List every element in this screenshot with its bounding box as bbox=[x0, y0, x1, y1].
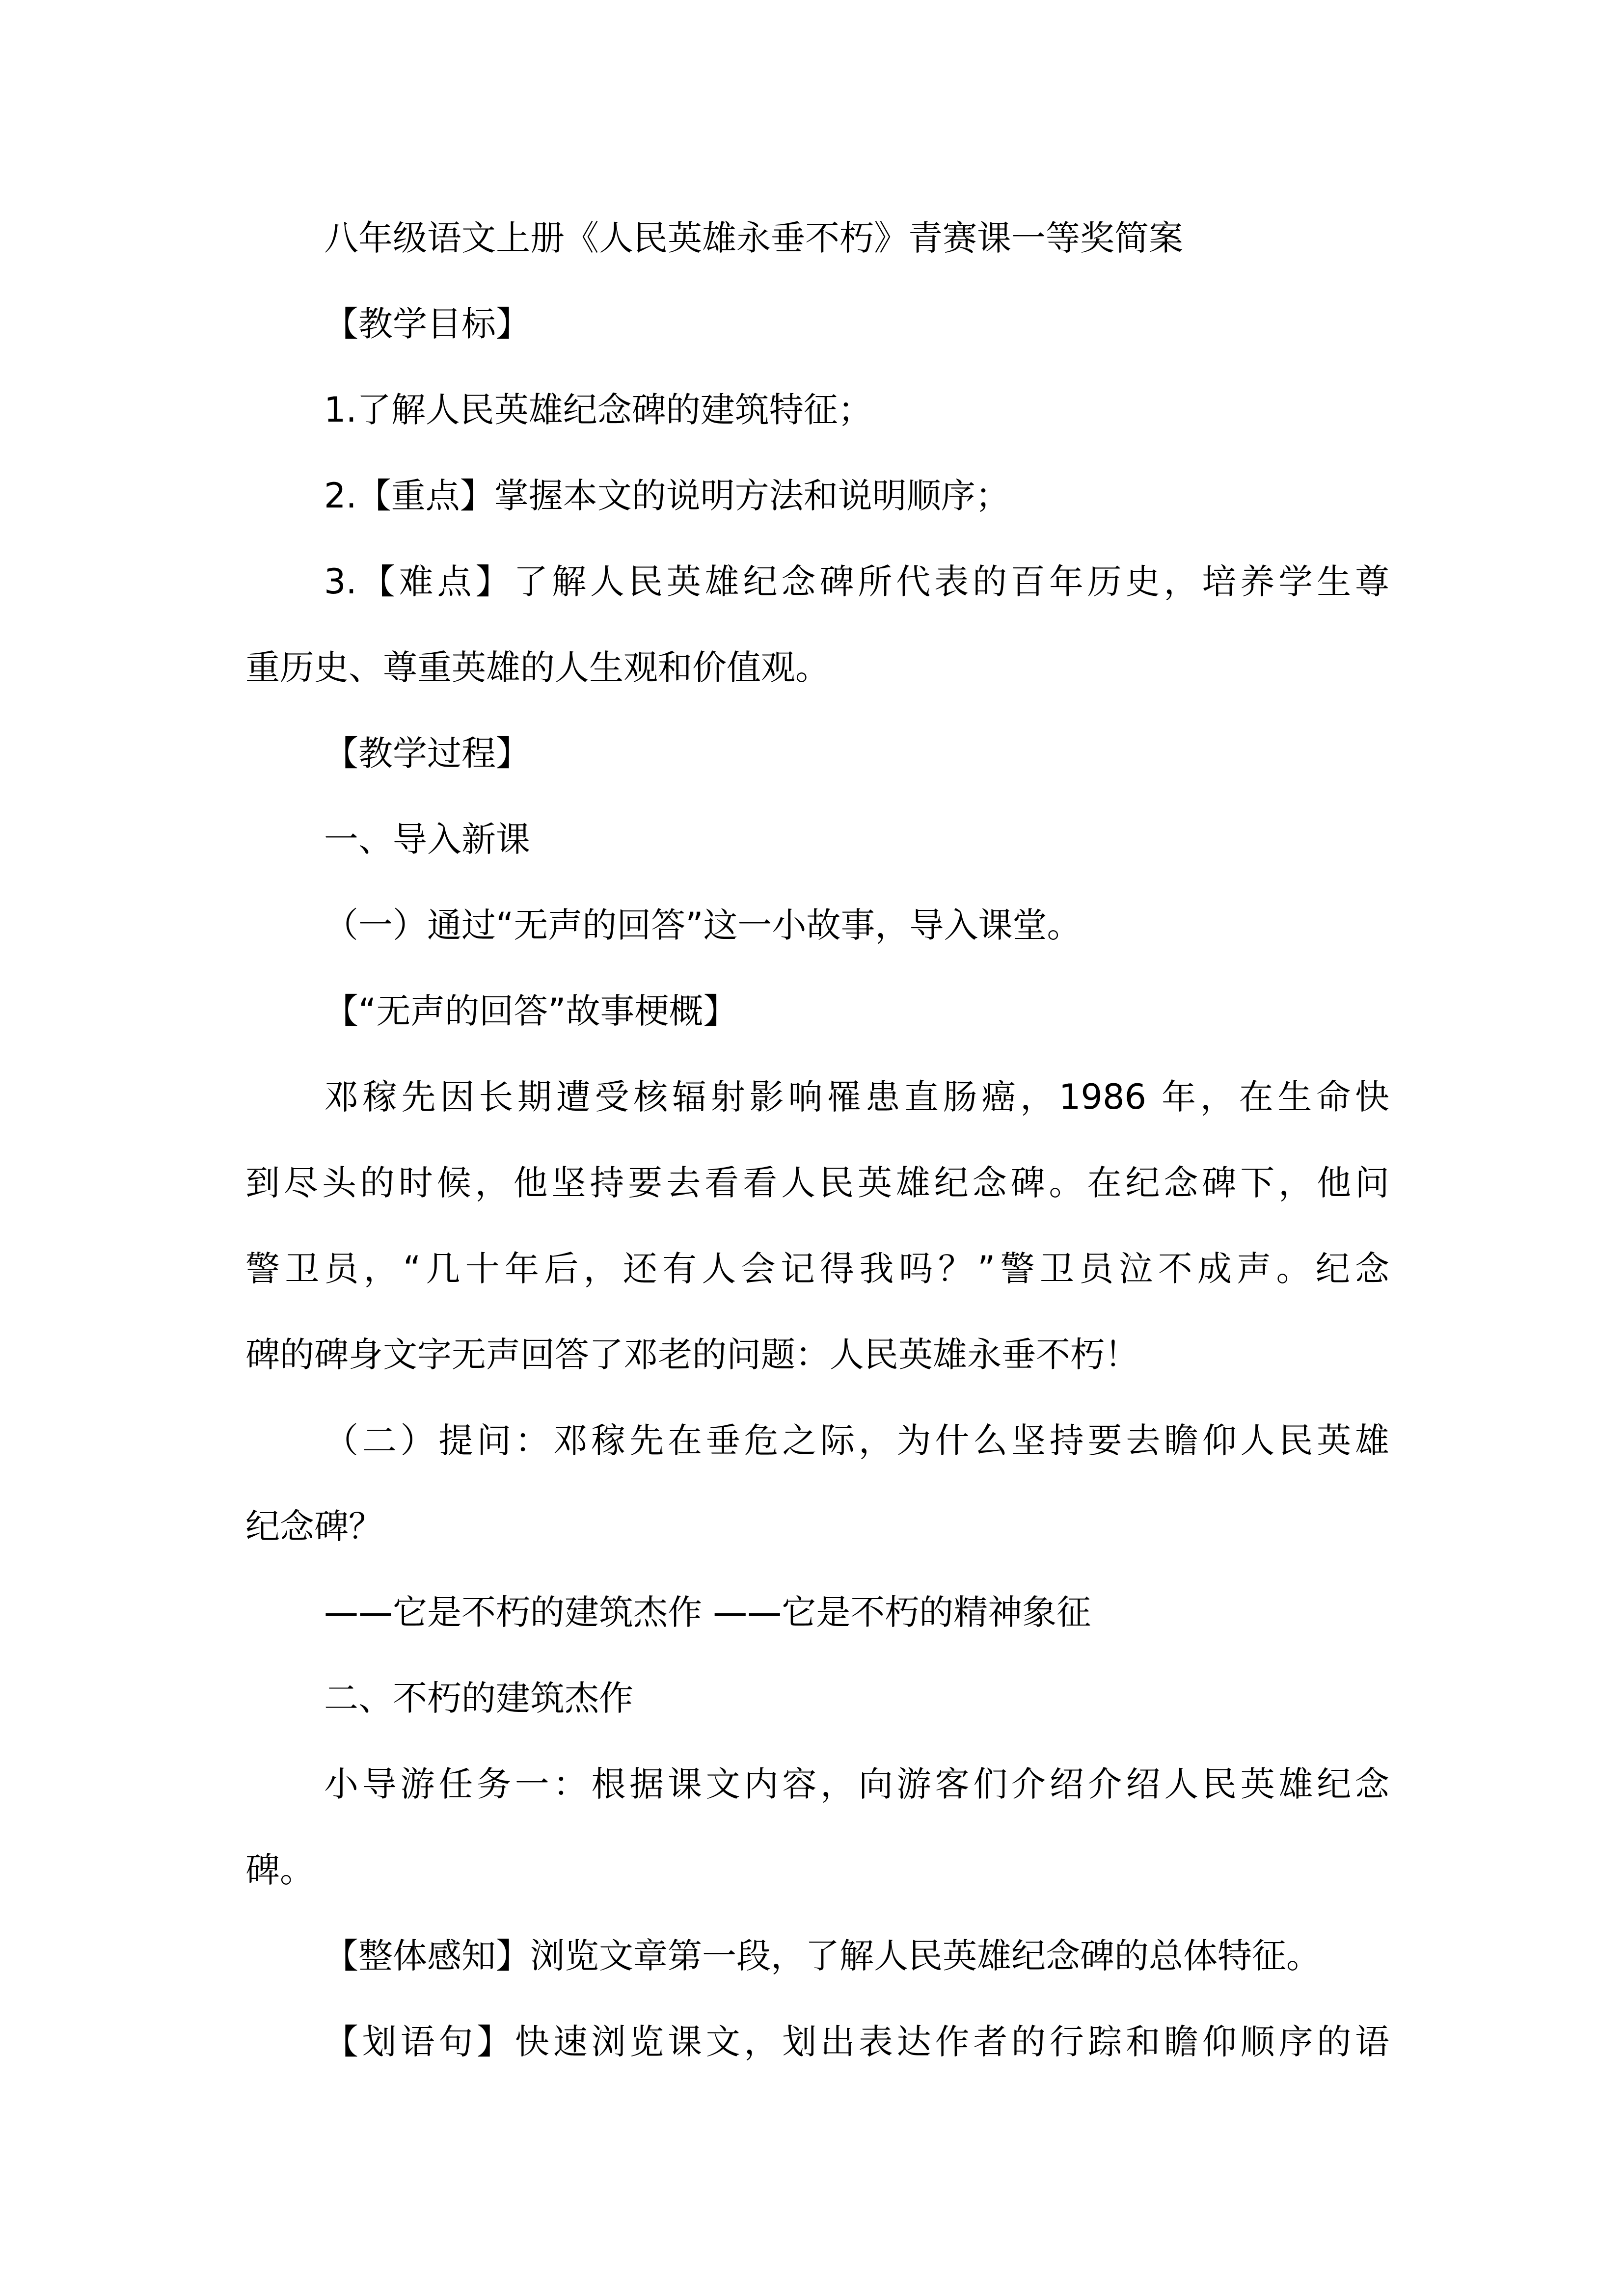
underline-sentences-line: 【划语句】快速浏览课文，划出表达作者的行踪和瞻仰顺序的语 bbox=[324, 2022, 1389, 2062]
task-1-text-continued: 碑。 bbox=[245, 1850, 314, 1890]
objective-item-3-continued: 重历史、尊重英雄的人生观和价值观。 bbox=[245, 647, 830, 688]
story-heading: 【“无声的回答”故事梗概】 bbox=[324, 991, 738, 1031]
objective-item-1: 1.了解人民英雄纪念碑的建筑特征； bbox=[324, 390, 872, 430]
objective-item-2: 2.【重点】掌握本文的说明方法和说明顺序； bbox=[324, 476, 1010, 516]
objectives-heading: 【教学目标】 bbox=[324, 304, 530, 344]
document-title: 八年级语文上册《人民英雄永垂不朽》青赛课一等奖简案 bbox=[324, 218, 1183, 258]
story-line: 警卫员，“几十年后，还有人会记得我吗？”警卫员泣不成声。纪念 bbox=[245, 1249, 1389, 1289]
story-line: 邓稼先因长期遭受核辐射影响罹患直肠癌，1986 年，在生命快 bbox=[324, 1077, 1389, 1117]
section-1-heading: 一、导入新课 bbox=[324, 819, 530, 859]
process-heading: 【教学过程】 bbox=[324, 733, 530, 774]
task-1-text: 小导游任务一：根据课文内容，向游客们介绍介绍人民英雄纪念 bbox=[324, 1764, 1389, 1804]
step-1-text: （一）通过“无声的回答”这一小故事，导入课堂。 bbox=[324, 905, 1082, 945]
story-line: 碑的碑身文字无声回答了邓老的问题：人民英雄永垂不朽！ bbox=[245, 1335, 1139, 1375]
section-2-heading: 二、不朽的建筑杰作 bbox=[324, 1678, 633, 1718]
overall-perception-line: 【整体感知】浏览文章第一段，了解人民英雄纪念碑的总体特征。 bbox=[324, 1936, 1321, 1976]
objective-item-3: 3.【难点】了解人民英雄纪念碑所代表的百年历史，培养学生尊 bbox=[324, 561, 1389, 602]
answer-line: ——它是不朽的建筑杰作 ——它是不朽的精神象征 bbox=[324, 1592, 1091, 1632]
step-2-question: （二）提问：邓稼先在垂危之际，为什么坚持要去瞻仰人民英雄 bbox=[324, 1420, 1389, 1461]
step-2-question-continued: 纪念碑？ bbox=[245, 1506, 383, 1547]
story-line: 到尽头的时候，他坚持要去看看人民英雄纪念碑。在纪念碑下，他问 bbox=[245, 1163, 1389, 1203]
